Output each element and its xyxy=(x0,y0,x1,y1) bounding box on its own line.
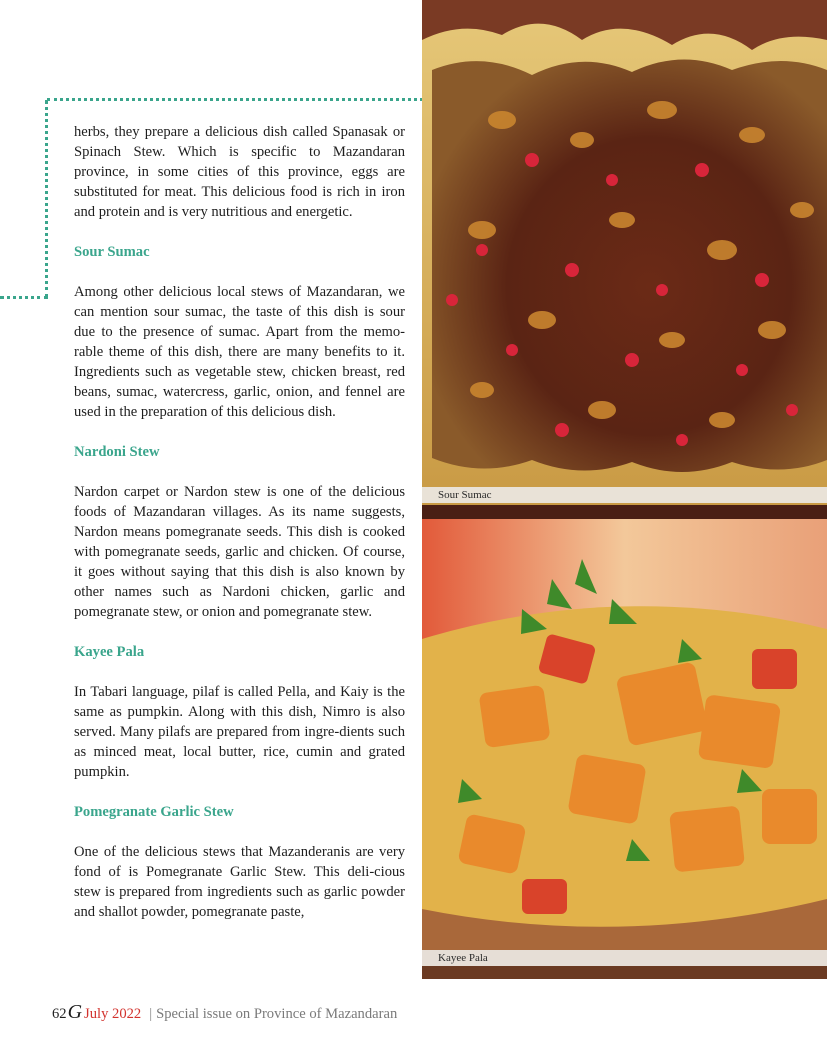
photo-kayee-pala xyxy=(422,519,827,979)
article-intro: herbs, they prepare a delicious dish called Spanasak or Spinach Stew. Which is specific to Mazandaran province, in some cities of this province, eggs are substituted for meat. This delicious food is rich in iron and protein and is very nutritious and energetic. xyxy=(74,124,405,220)
photo-bottom-edge xyxy=(422,966,827,979)
dotted-frame-side xyxy=(45,100,48,298)
section-heading-pomegranate-garlic-stew: Pomegranate Garlic Stew xyxy=(74,804,234,820)
photo-caption-sour-sumac: Sour Sumac xyxy=(422,487,827,503)
issue-title: Special issue on Province of Mazandaran xyxy=(156,1006,398,1022)
section-body-pomegranate-garlic-stew: One of the delicious stews that Mazanderanis are very fond of is Pomegranate Garlic Stew. This deli-cious stew is prepared from ingredients such as garlic powder and shallot powder, pomegranate paste, xyxy=(74,844,405,920)
photo-divider xyxy=(422,505,827,519)
article-column xyxy=(74,122,405,942)
issue-date: July 2022 xyxy=(84,1006,142,1022)
dotted-frame-top xyxy=(47,98,423,101)
section-heading-kayee-pala: Kayee Pala xyxy=(74,644,145,660)
page-footer xyxy=(52,1001,397,1023)
dotted-frame-left xyxy=(0,296,48,299)
section-heading-nardoni-stew: Nardoni Stew xyxy=(74,444,160,460)
section-body-sour-sumac: Among other delicious local stews of Mazandaran, we can mention sour sumac, the taste of this dish is sour due to the presence of sumac. Apart from the memo-rable theme of this dish, there are many benefits to it. Ingredients such as vegetable stew, chicken breast, red beans, sumac, watercress, garlic, onion, and fennel are used in the preparation of this delicious dish. xyxy=(74,284,405,420)
photo-sour-sumac xyxy=(422,0,827,505)
magazine-logo-icon: G xyxy=(67,1001,83,1023)
footer-separator: | xyxy=(149,1006,153,1022)
section-body-nardoni-stew: Nardon carpet or Nardon stew is one of the delicious foods of Mazandaran villages. As its name suggests, Nardon means pomegranate seeds. This dish is cooked with pomegranate seeds, garlic and chicken. Of course, it goes without saying that this dish is also known by other names such as Nardoni chicken, garlic and pomegranate stew, or onion and pomegranate stew. xyxy=(74,484,405,620)
section-body-kayee-pala: In Tabari language, pilaf is called Pella, and Kaiy is the same as pumpkin. Along with this dish, Nimro is also served. Many pilafs are prepared from ingre-dients such as minced meat, local butter, rice, cumin and grated pumpkin. xyxy=(74,684,405,780)
photo-caption-kayee-pala: Kayee Pala xyxy=(422,950,827,966)
section-heading-sour-sumac: Sour Sumac xyxy=(74,244,150,260)
page-number: 62 xyxy=(52,1006,67,1022)
